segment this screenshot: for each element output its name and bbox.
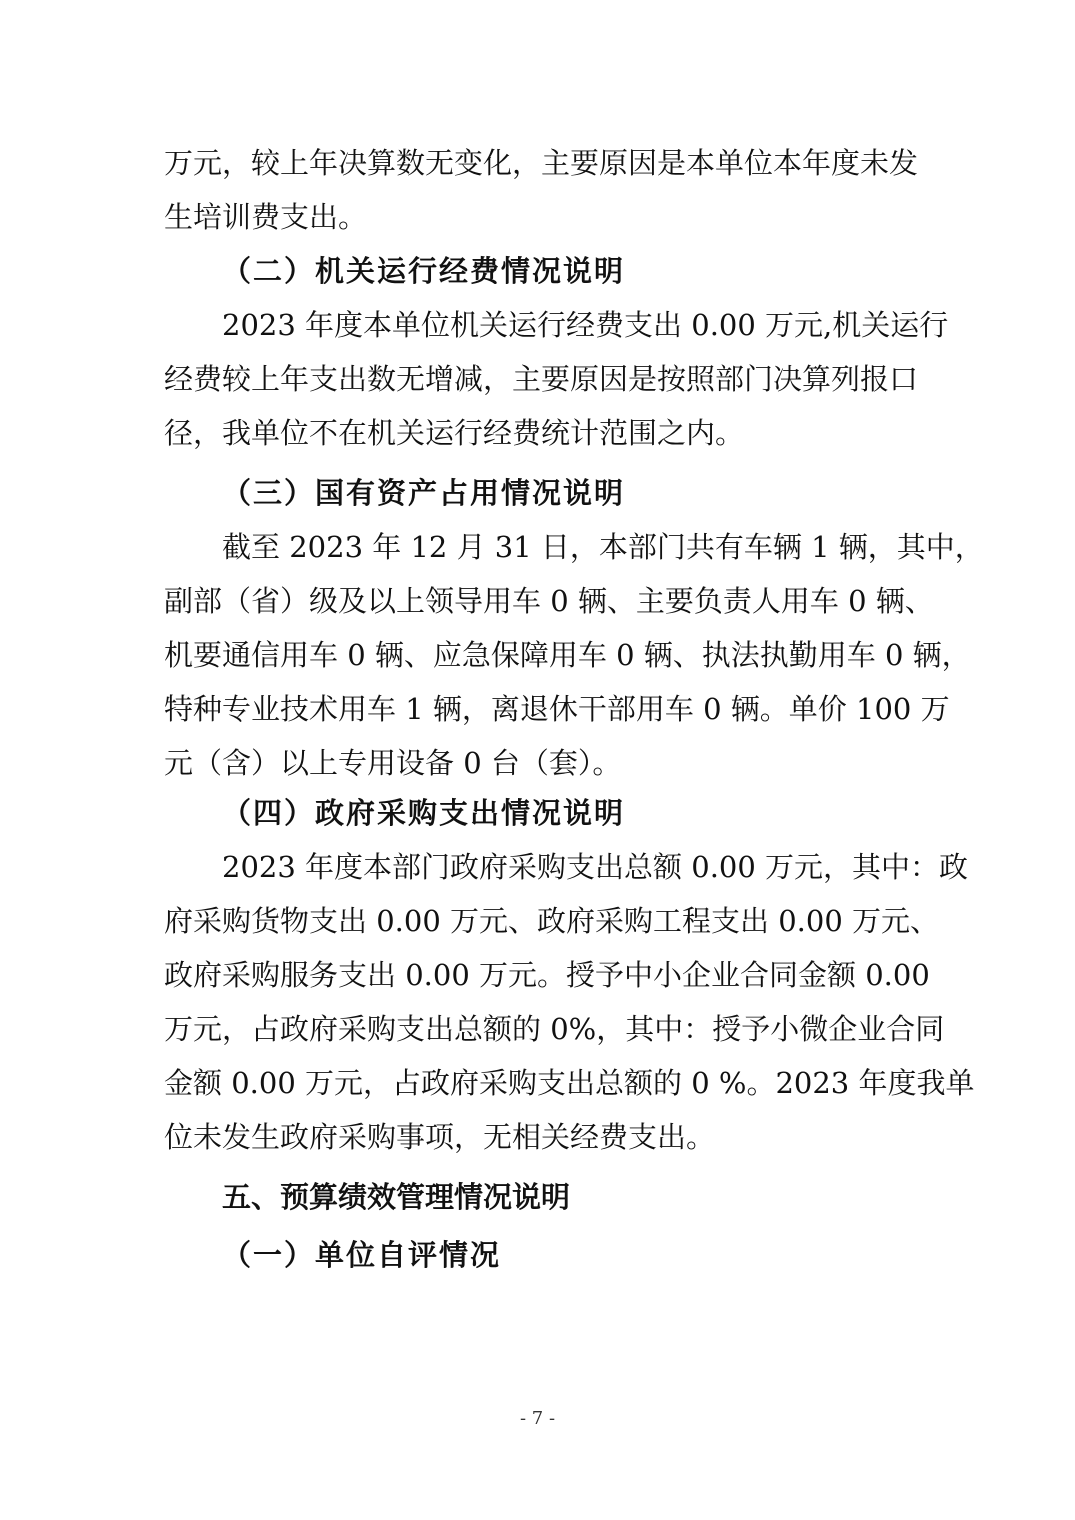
paragraph-line: 径，我单位不在机关运行经费统计范围之内。 (164, 416, 745, 450)
paragraph-line: 2023 年度本单位机关运行经费支出 0.00 万元,机关运行 (222, 308, 949, 342)
paragraph-line: 万元，占政府采购支出总额的 0%，其中：授予小微企业合同 (164, 1012, 945, 1046)
paragraph-line: 元（含）以上专用设备 0 台（套）。 (164, 746, 622, 780)
section-heading-agency-expenses: （二）机关运行经费情况说明 (222, 254, 626, 288)
paragraph-line: 2023 年度本部门政府采购支出总额 0.00 万元，其中：政 (222, 850, 969, 884)
paragraph-line: 截至 2023 年 12 月 31 日，本部门共有车辆 1 辆，其中， (222, 530, 984, 564)
paragraph-line: 生培训费支出。 (164, 200, 368, 234)
paragraph-line: 经费较上年支出数无增减，主要原因是按照部门决算列报口 (164, 362, 919, 396)
section-heading-self-evaluation: （一）单位自评情况 (222, 1238, 502, 1272)
paragraph-line: 金额 0.00 万元，占政府采购支出总额的 0 %。2023 年度我单 (164, 1066, 975, 1100)
section-heading-state-assets: （三）国有资产占用情况说明 (222, 476, 626, 510)
paragraph-line: 政府采购服务支出 0.00 万元。授予中小企业合同金额 0.00 (164, 958, 930, 992)
section-heading-government-procurement: （四）政府采购支出情况说明 (222, 796, 626, 830)
paragraph-line: 机要通信用车 0 辆、应急保障用车 0 辆、执法执勤用车 0 辆， (164, 638, 971, 672)
paragraph-line: 位未发生政府采购事项，无相关经费支出。 (164, 1120, 716, 1154)
paragraph-line: 副部（省）级及以上领导用车 0 辆、主要负责人用车 0 辆、 (164, 584, 934, 618)
paragraph-line: 府采购货物支出 0.00 万元、政府采购工程支出 0.00 万元、 (164, 904, 940, 938)
page-number: - 7 - (519, 1408, 556, 1429)
chapter-heading-budget-performance: 五、预算绩效管理情况说明 (222, 1180, 571, 1214)
paragraph-line: 特种专业技术用车 1 辆，离退休干部用车 0 辆。单价 100 万 (164, 692, 950, 726)
paragraph-line: 万元，较上年决算数无变化，主要原因是本单位本年度未发 (164, 146, 919, 180)
